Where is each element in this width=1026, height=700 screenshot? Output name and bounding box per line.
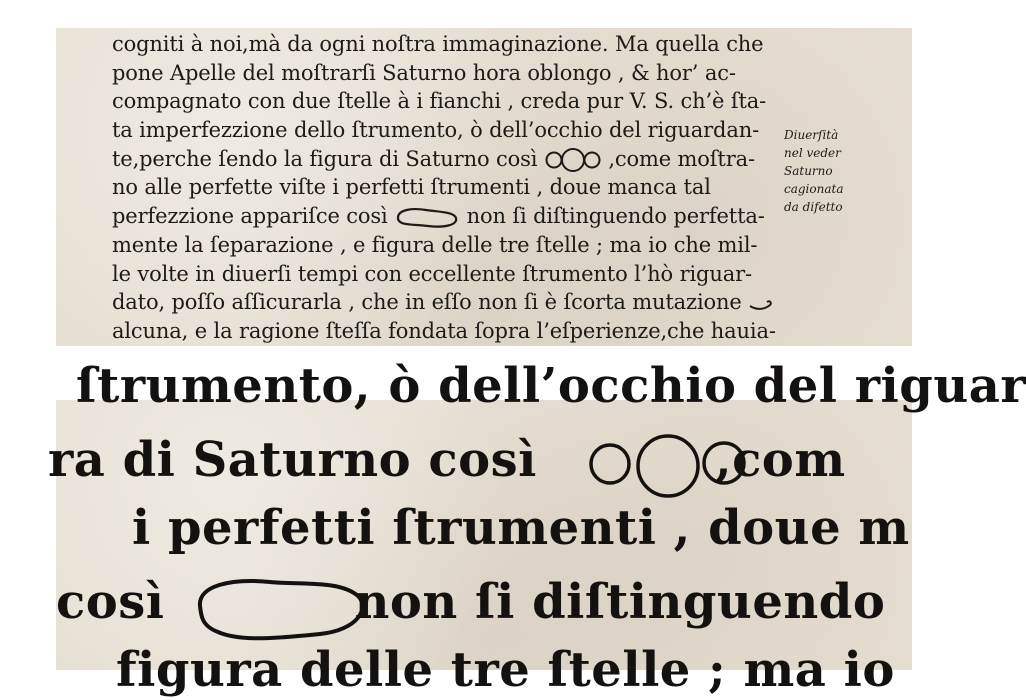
note-line: Saturno — [784, 164, 833, 178]
body-text — [112, 30, 792, 346]
oblong-blob-glyph-icon — [394, 206, 460, 230]
zoom-text-line — [56, 574, 885, 630]
catchword-mark-icon — [748, 296, 774, 312]
zoomed-detail — [48, 358, 1026, 698]
line-text: cogniti à noi,mà da ogni noſtra immaginazione. Ma quella che — [112, 32, 764, 56]
line-text: così — [56, 574, 165, 630]
note-line: Diuerſità — [784, 128, 839, 142]
text-line — [112, 173, 792, 202]
line-text: mente la ſeparazione , e figura delle tre ſtelle ; ma io che mil- — [112, 232, 758, 257]
text-line — [112, 317, 792, 346]
text-line — [112, 145, 792, 174]
line-text: non ſi diſtinguendo perfetta- — [466, 204, 765, 229]
text-line — [112, 59, 792, 88]
text-line — [112, 231, 792, 260]
line-text: ,com — [714, 432, 846, 488]
line-text: le volte in diuerſi tempi con eccellente ſtrumento l’hò riguar- — [112, 261, 752, 286]
marginal-note — [784, 126, 894, 216]
text-line — [112, 30, 792, 59]
line-text: compagnato con due ſtelle à i fianchi , creda pur V. S. ch’è ſta- — [112, 89, 767, 114]
line-text: ta imperfezzione dello ſtrumento, ò dell’occhio del riguardan- — [112, 118, 760, 143]
line-text: ra di Saturno così — [48, 432, 537, 488]
line-text: pone Apelle del moſtrarſi Saturno hora oblongo , & hor’ ac- — [112, 60, 736, 85]
zoom-text-line: i perfetti ſtrumenti , doue m — [132, 500, 910, 556]
top-page-excerpt — [56, 28, 912, 346]
line-text: non ſi diſtinguendo — [354, 574, 886, 630]
line-text: perfezzione appariſce così — [112, 204, 388, 229]
text-line — [112, 288, 792, 317]
text-line — [112, 260, 792, 289]
note-line: da difetto — [784, 200, 843, 214]
line-text: te,perche ſendo la figura di Saturno così — [112, 146, 538, 171]
line-text: dato, poſſo aſſicurarla , che in eſſo non ſi è ſcorta mutazione — [112, 290, 742, 315]
zoom-text-line: ſtrumento, ò dell’occhio del riguar — [76, 358, 1026, 414]
text-line — [112, 202, 792, 231]
saturn-triple-glyph-icon — [584, 430, 754, 500]
text-line — [112, 87, 792, 116]
note-line: nel veder — [784, 146, 841, 160]
text-line — [112, 116, 792, 145]
oblong-blob-glyph-icon — [190, 572, 370, 648]
zoom-text-line: figura delle tre ſtelle ; ma io — [116, 642, 895, 698]
line-text: alcuna, e la ragione ſteſſa fondata ſopra l’eſperienze,che hauia- — [112, 318, 776, 343]
note-line: cagionata — [784, 182, 844, 196]
line-text: no alle perfette viſte i perfetti ſtrumenti , doue manca tal — [112, 175, 711, 200]
saturn-triple-glyph-icon — [544, 147, 602, 173]
line-text: ,come moſtra- — [608, 146, 755, 171]
